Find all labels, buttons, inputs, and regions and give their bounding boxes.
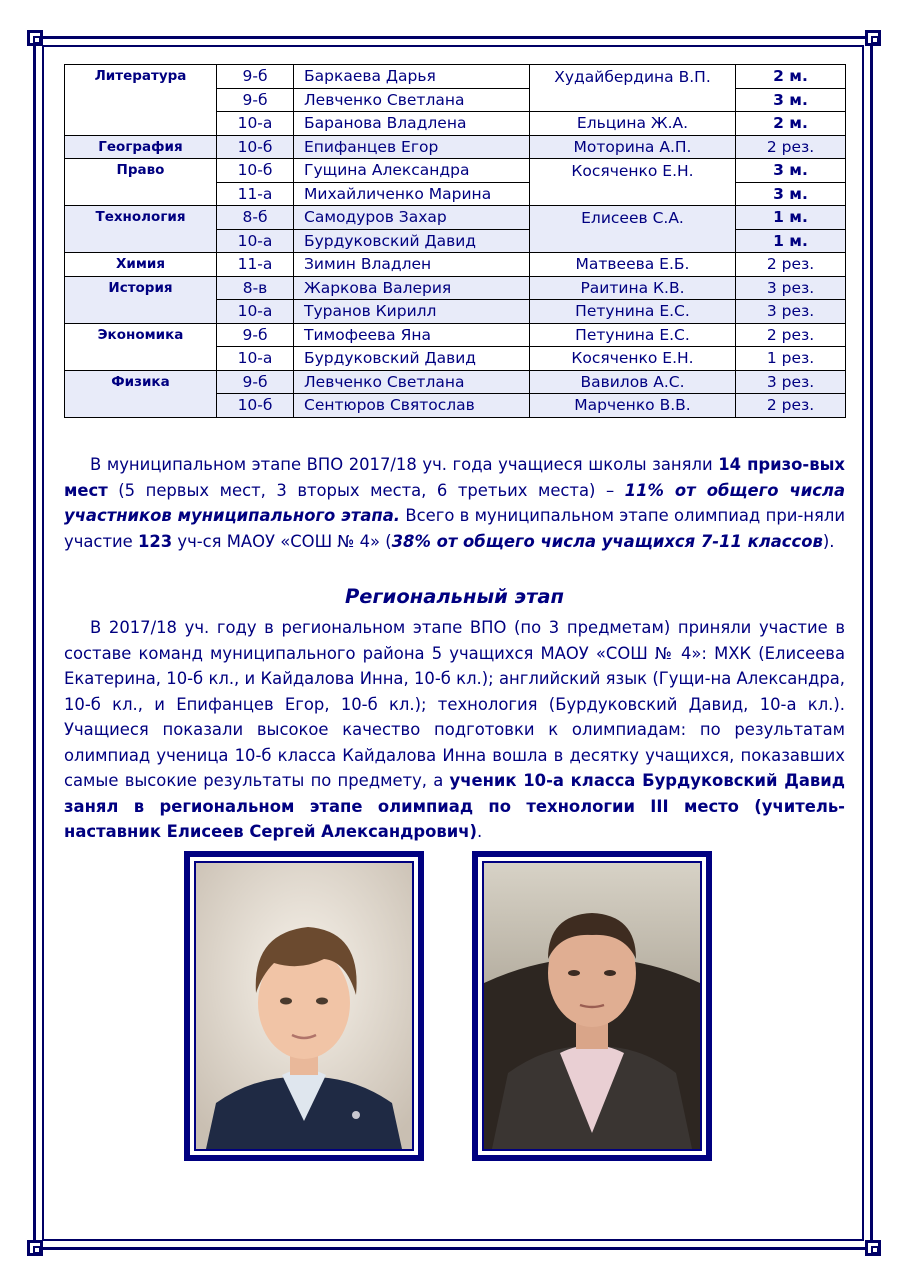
frame-corner-ornament — [865, 1240, 881, 1256]
student-cell: Левченко Светлана — [294, 370, 530, 394]
student-cell: Баранова Владлена — [294, 112, 530, 136]
student-cell: Баркаева Дарья — [294, 65, 530, 89]
student-cell: Туранов Кирилл — [294, 300, 530, 324]
summary-bold-places: 14 призо-вых мест — [64, 455, 845, 500]
teacher-cell: Матвеева Е.Б. — [530, 253, 736, 277]
summary-text: уч-ся МАОУ «СОШ № 4» ( — [172, 531, 392, 551]
table-row — [65, 253, 846, 277]
teacher-cell: Елисеев С.А. — [530, 206, 736, 253]
frame-corner-ornament — [865, 30, 881, 46]
class-cell: 8-б — [217, 206, 294, 230]
municipal-summary-paragraph — [64, 452, 845, 554]
result-cell: 2 м. — [736, 112, 846, 136]
table-row — [65, 206, 846, 230]
class-cell: 11-а — [217, 253, 294, 277]
table-row — [65, 276, 846, 300]
teacher-cell: Петунина Е.С. — [530, 300, 736, 324]
student-photo-frame — [184, 851, 424, 1161]
result-cell: 1 рез. — [736, 347, 846, 371]
teacher-cell: Косяченко Е.Н. — [530, 347, 736, 371]
student-cell: Тимофеева Яна — [294, 323, 530, 347]
subject-cell: Химия — [65, 253, 217, 277]
student-cell: Сентюров Святослав — [294, 394, 530, 418]
summary-bold-count: 123 — [137, 531, 173, 551]
frame-corner-ornament — [27, 1240, 43, 1256]
teacher-cell: Вавилов А.С. — [530, 370, 736, 394]
teacher-cell: Худайбердина В.П. — [530, 65, 736, 112]
result-cell: 3 рез. — [736, 370, 846, 394]
student-cell: Гущина Александра — [294, 159, 530, 183]
class-cell: 9-б — [217, 323, 294, 347]
student-cell: Зимин Владлен — [294, 253, 530, 277]
subject-cell: Физика — [65, 370, 217, 417]
summary-text: Всего в муниципальном этапе олимпиад при-няли участие — [64, 506, 845, 551]
section-heading: Региональный этап — [344, 585, 565, 608]
result-cell: 3 м. — [736, 88, 846, 112]
subject-cell: География — [65, 135, 217, 159]
student-cell: Михайличенко Марина — [294, 182, 530, 206]
summary-text: ). — [822, 531, 835, 551]
class-cell: 10-б — [217, 394, 294, 418]
class-cell: 10-б — [217, 135, 294, 159]
class-cell: 10-б — [217, 159, 294, 183]
class-cell: 10-а — [217, 300, 294, 324]
regional-paragraph — [64, 615, 845, 845]
subject-cell: Литература — [65, 65, 217, 136]
student-cell: Жаркова Валерия — [294, 276, 530, 300]
result-cell: 1 м. — [736, 206, 846, 230]
result-cell: 2 м. — [736, 65, 846, 89]
class-cell: 9-б — [217, 88, 294, 112]
result-cell: 1 м. — [736, 229, 846, 253]
result-cell: 3 м. — [736, 159, 846, 183]
student-cell: Самодуров Захар — [294, 206, 530, 230]
summary-text: (5 первых мест, 3 вторых места, 6 третьих места) – — [107, 480, 625, 500]
summary-bold-share: 38% от общего числа учащихся 7-11 классов — [391, 531, 823, 551]
student-cell: Бурдуковский Давид — [294, 347, 530, 371]
regional-bold-winner: ученик 10-а класса Бурдуковский Давид занял в региональном этапе олимпиад по технологии III место (учитель-наставник Елисеев Сергей Александрович) — [64, 771, 845, 841]
teacher-cell: Раитина К.В. — [530, 276, 736, 300]
subject-cell: Право — [65, 159, 217, 206]
table-row — [65, 65, 846, 89]
result-cell: 3 рез. — [736, 300, 846, 324]
table-row — [65, 135, 846, 159]
student-cell: Бурдуковский Давид — [294, 229, 530, 253]
class-cell: 10-а — [217, 112, 294, 136]
summary-text: В муниципальном этапе ВПО 2017/18 уч. года учащиеся школы заняли — [90, 455, 719, 474]
teacher-cell: Ельцина Ж.А. — [530, 112, 736, 136]
teacher-portrait-image — [484, 863, 700, 1149]
teacher-cell: Моторина А.П. — [530, 135, 736, 159]
class-cell: 8-в — [217, 276, 294, 300]
class-cell: 9-б — [217, 370, 294, 394]
class-cell: 9-б — [217, 65, 294, 89]
table-row — [65, 323, 846, 347]
olympiad-results-table — [64, 64, 846, 418]
teacher-cell: Косяченко Е.Н. — [530, 159, 736, 206]
student-portrait-image — [196, 863, 412, 1149]
regional-text: В 2017/18 уч. году в региональном этапе ВПО (по 3 предметам) приняли участие в составе команд муниципального района 5 учащихся МАОУ «СОШ № 4»: МХК (Елисеева Екатерина, 10-б кл., и Кайдалова Инна, 10-б кл.); английский язык (Гущи-на Александра, 10-б кл., и Епифанцев Егор, 10-б кл.); технология (Бурдуковский Давид, 10-а кл.). Учащиеся показали высокое качество подготовки к олимпиадам: по результатам олимпиад ученица 10-б класса Кайдалова Инна вошла в десятку учащихся, показавших самые высокие результаты по предмету, а — [64, 618, 845, 790]
subject-cell: История — [65, 276, 217, 323]
teacher-cell: Марченко В.В. — [530, 394, 736, 418]
result-cell: 3 м. — [736, 182, 846, 206]
frame-corner-ornament — [27, 30, 43, 46]
student-cell: Левченко Светлана — [294, 88, 530, 112]
table-row — [65, 159, 846, 183]
class-cell: 10-а — [217, 229, 294, 253]
teacher-cell: Петунина Е.С. — [530, 323, 736, 347]
result-cell: 2 рез. — [736, 394, 846, 418]
table-row — [65, 370, 846, 394]
result-cell: 2 рез. — [736, 253, 846, 277]
subject-cell: Экономика — [65, 323, 217, 370]
regional-text: . — [477, 822, 483, 841]
result-cell: 2 рез. — [736, 323, 846, 347]
class-cell: 10-а — [217, 347, 294, 371]
student-cell: Епифанцев Егор — [294, 135, 530, 159]
class-cell: 11-а — [217, 182, 294, 206]
summary-bold-percent: 11% от общего числа участников муниципального этапа. — [64, 480, 846, 525]
result-cell: 2 рез. — [736, 135, 846, 159]
subject-cell: Технология — [65, 206, 217, 253]
result-cell: 3 рез. — [736, 276, 846, 300]
teacher-photo-frame — [472, 851, 712, 1161]
